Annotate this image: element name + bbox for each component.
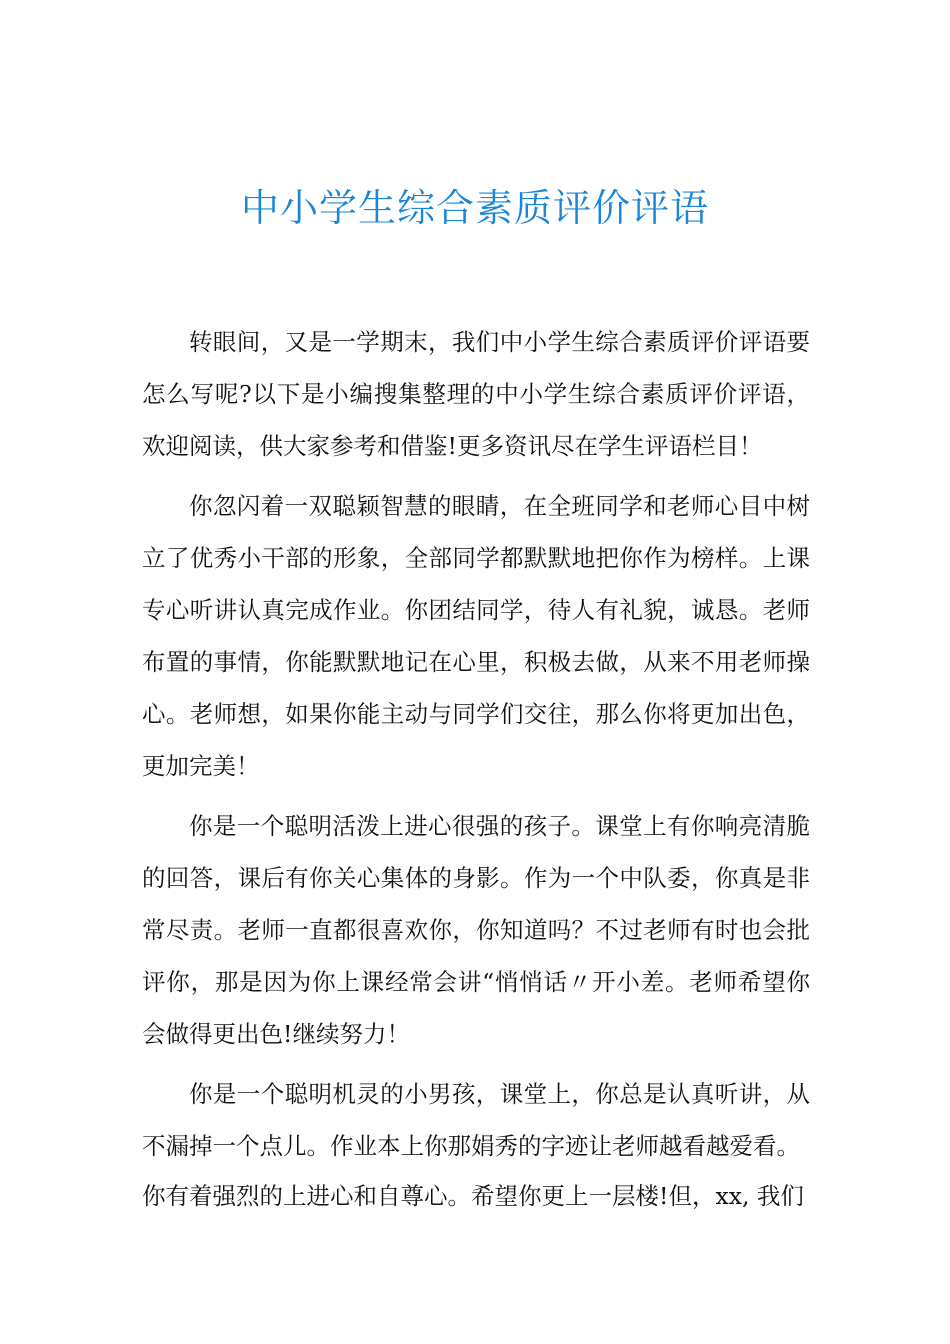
paragraph-intro: 转眼间，又是一学期末，我们中小学生综合素质评价评语要怎么写呢?以下是小编搜集整理的中小学生综合素质评价评语，欢迎阅读，供大家参考和借鉴!更多资讯尽在学生评语栏目！ [142, 328, 810, 460]
document-title: 中小学生综合素质评价评语 [240, 186, 709, 230]
paragraph-block-2 [142, 480, 810, 792]
paragraph-block-5 [142, 1170, 810, 1222]
paragraph-comment-3: 你是一个聪明机灵的小男孩，课堂上，你总是认真听讲，从不漏掉一个点儿。作业本上你那娟秀的字迹让老师越看越爱看。 [142, 1080, 810, 1160]
paragraph-comment-3-continued: 你有着强烈的上进心和自尊心。希望你更上一层楼!但，xx, 我们 [142, 1182, 804, 1210]
paragraph-block-3 [142, 800, 810, 1060]
paragraph-comment-1: 你忽闪着一双聪颖智慧的眼睛，在全班同学和老师心目中树立了优秀小干部的形象，全部同学都默默地把你作为榜样。上课专心听讲认真完成作业。你团结同学，待人有礼貌，诚恳。老师布置的事情，你能默默地记在心里，积极去做，从来不用老师操心。老师想，如果你能主动与同学们交往，那么你将更加出色，更加完美！ [142, 492, 810, 780]
paragraph-comment-2: 你是一个聪明活泼上进心很强的孩子。课堂上有你响亮清脆的回答，课后有你关心集体的身影。作为一个中队委，你真是非常尽责。老师一直都很喜欢你，你知道吗？不过老师有时也会批评你，那是因为你上课经常会讲“悄悄话〃开小差。老师希望你会做得更出色!继续努力！ [142, 812, 810, 1048]
paragraph-block-4 [142, 1068, 810, 1172]
paragraph-block-1 [142, 316, 810, 472]
